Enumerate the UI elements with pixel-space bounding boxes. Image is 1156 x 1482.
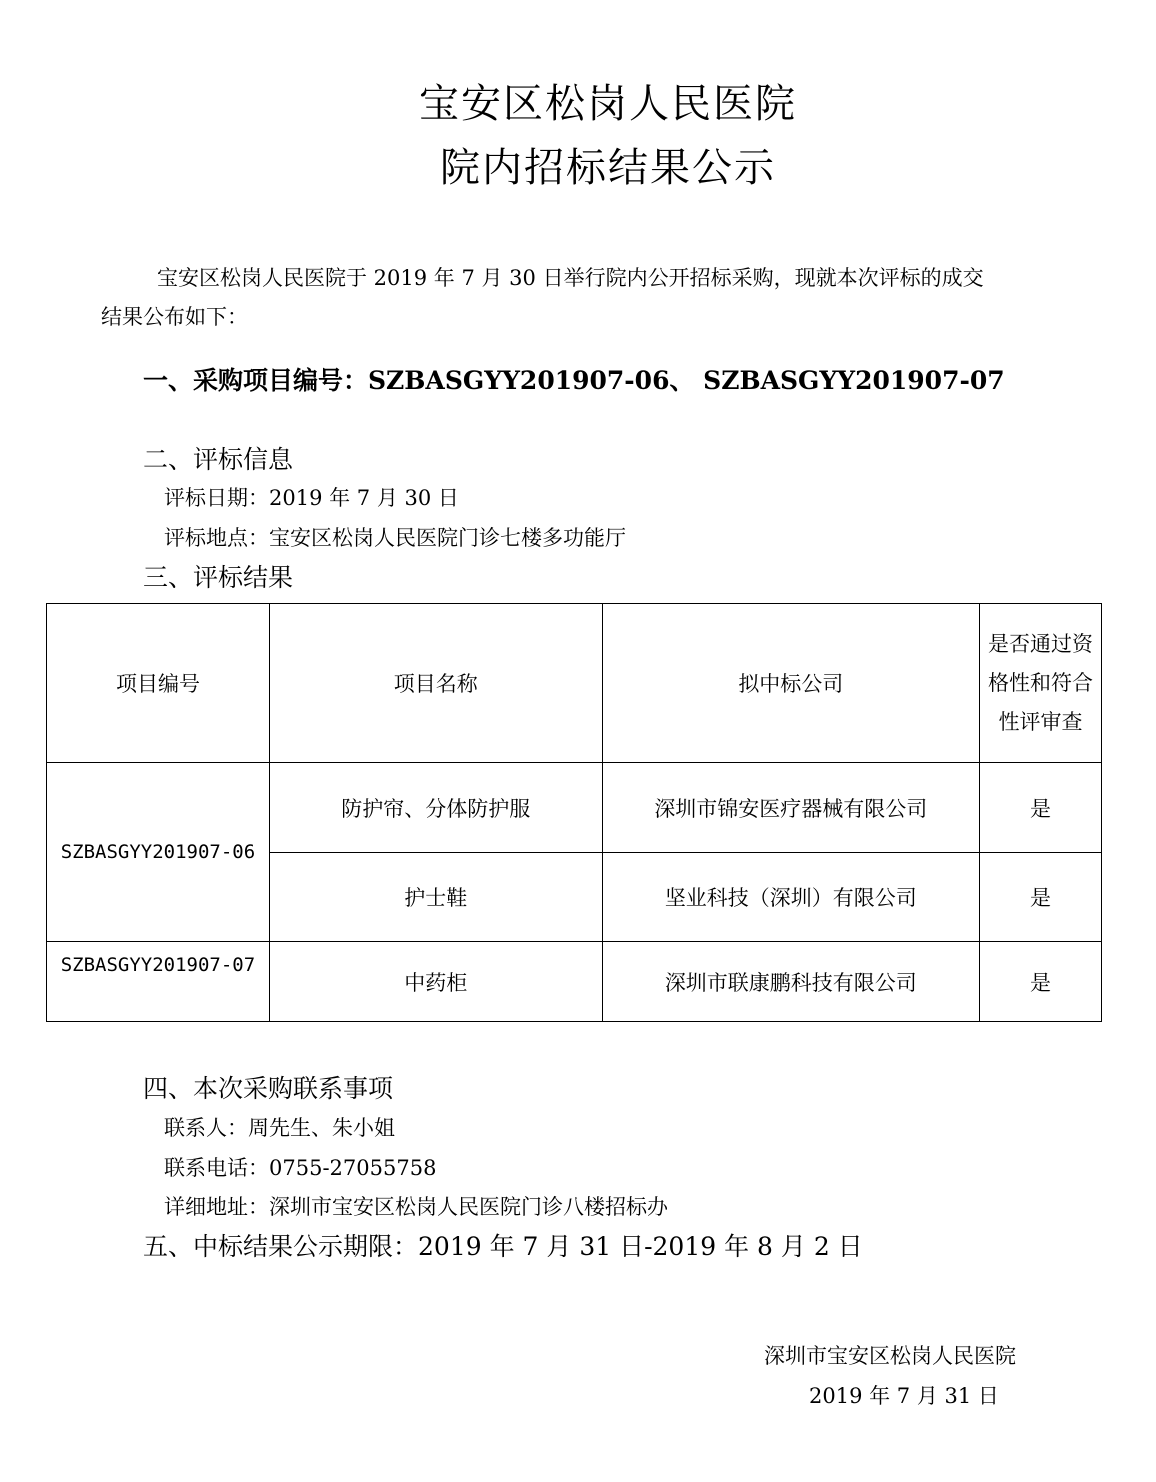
page-subtitle: 院内招标结果公示 bbox=[440, 145, 776, 191]
project-code-cell: SZBASGYY201907-07 bbox=[47, 942, 270, 1022]
header-pass-check-label: 是否通过资格性和符合性评审查 bbox=[988, 631, 1094, 734]
header-company: 拟中标公司 bbox=[602, 604, 980, 763]
section-1-heading: 一、采购项目编号：SZBASGYY201907-06、 SZBASGYY201907-07 bbox=[143, 366, 1005, 395]
section-2-heading: 二、评标信息 bbox=[143, 445, 294, 474]
header-project-code: 项目编号 bbox=[47, 604, 270, 763]
table-row bbox=[47, 942, 1102, 1022]
pass-cell: 是 bbox=[980, 763, 1102, 853]
evaluation-place: 评标地点：宝安区松岗人民医院门诊七楼多功能厅 bbox=[164, 526, 626, 550]
pass-cell: 是 bbox=[980, 853, 1102, 942]
section-3-heading: 三、评标结果 bbox=[143, 563, 294, 592]
evaluation-date: 评标日期：2019 年 7 月 30 日 bbox=[164, 486, 459, 510]
section-5-heading: 五、中标结果公示期限：2019 年 7 月 31 日-2019 年 8 月 2 日 bbox=[143, 1232, 863, 1261]
project-name-cell: 中药柜 bbox=[269, 942, 602, 1022]
section-4-heading: 四、本次采购联系事项 bbox=[143, 1074, 394, 1103]
signature-date: 2019 年 7 月 31 日 bbox=[809, 1384, 999, 1408]
table-row bbox=[47, 763, 1102, 853]
project-name-cell: 护士鞋 bbox=[269, 853, 602, 942]
header-pass-check bbox=[980, 604, 1102, 763]
intro-line-2: 结果公布如下： bbox=[101, 305, 248, 329]
contact-address: 详细地址：深圳市宝安区松岗人民医院门诊八楼招标办 bbox=[164, 1195, 668, 1219]
results-table bbox=[46, 603, 1102, 1022]
project-name-cell: 防护帘、分体防护服 bbox=[269, 763, 602, 853]
page-title: 宝安区松岗人民医院 bbox=[419, 81, 797, 127]
signature-org: 深圳市宝安区松岗人民医院 bbox=[764, 1344, 1016, 1368]
header-project-name: 项目名称 bbox=[269, 604, 602, 763]
project-code-cell: SZBASGYY201907-06 bbox=[47, 763, 270, 942]
pass-cell: 是 bbox=[980, 942, 1102, 1022]
company-cell: 坚业科技（深圳）有限公司 bbox=[602, 853, 980, 942]
company-cell: 深圳市联康鹏科技有限公司 bbox=[602, 942, 980, 1022]
contact-phone: 联系电话：0755-27055758 bbox=[164, 1156, 437, 1180]
company-cell: 深圳市锦安医疗器械有限公司 bbox=[602, 763, 980, 853]
table-header-row bbox=[47, 604, 1102, 763]
intro-line-1: 宝安区松岗人民医院于 2019 年 7 月 30 日举行院内公开招标采购，现就本次评标的成交 bbox=[157, 266, 984, 290]
contact-person: 联系人：周先生、朱小姐 bbox=[164, 1116, 395, 1140]
